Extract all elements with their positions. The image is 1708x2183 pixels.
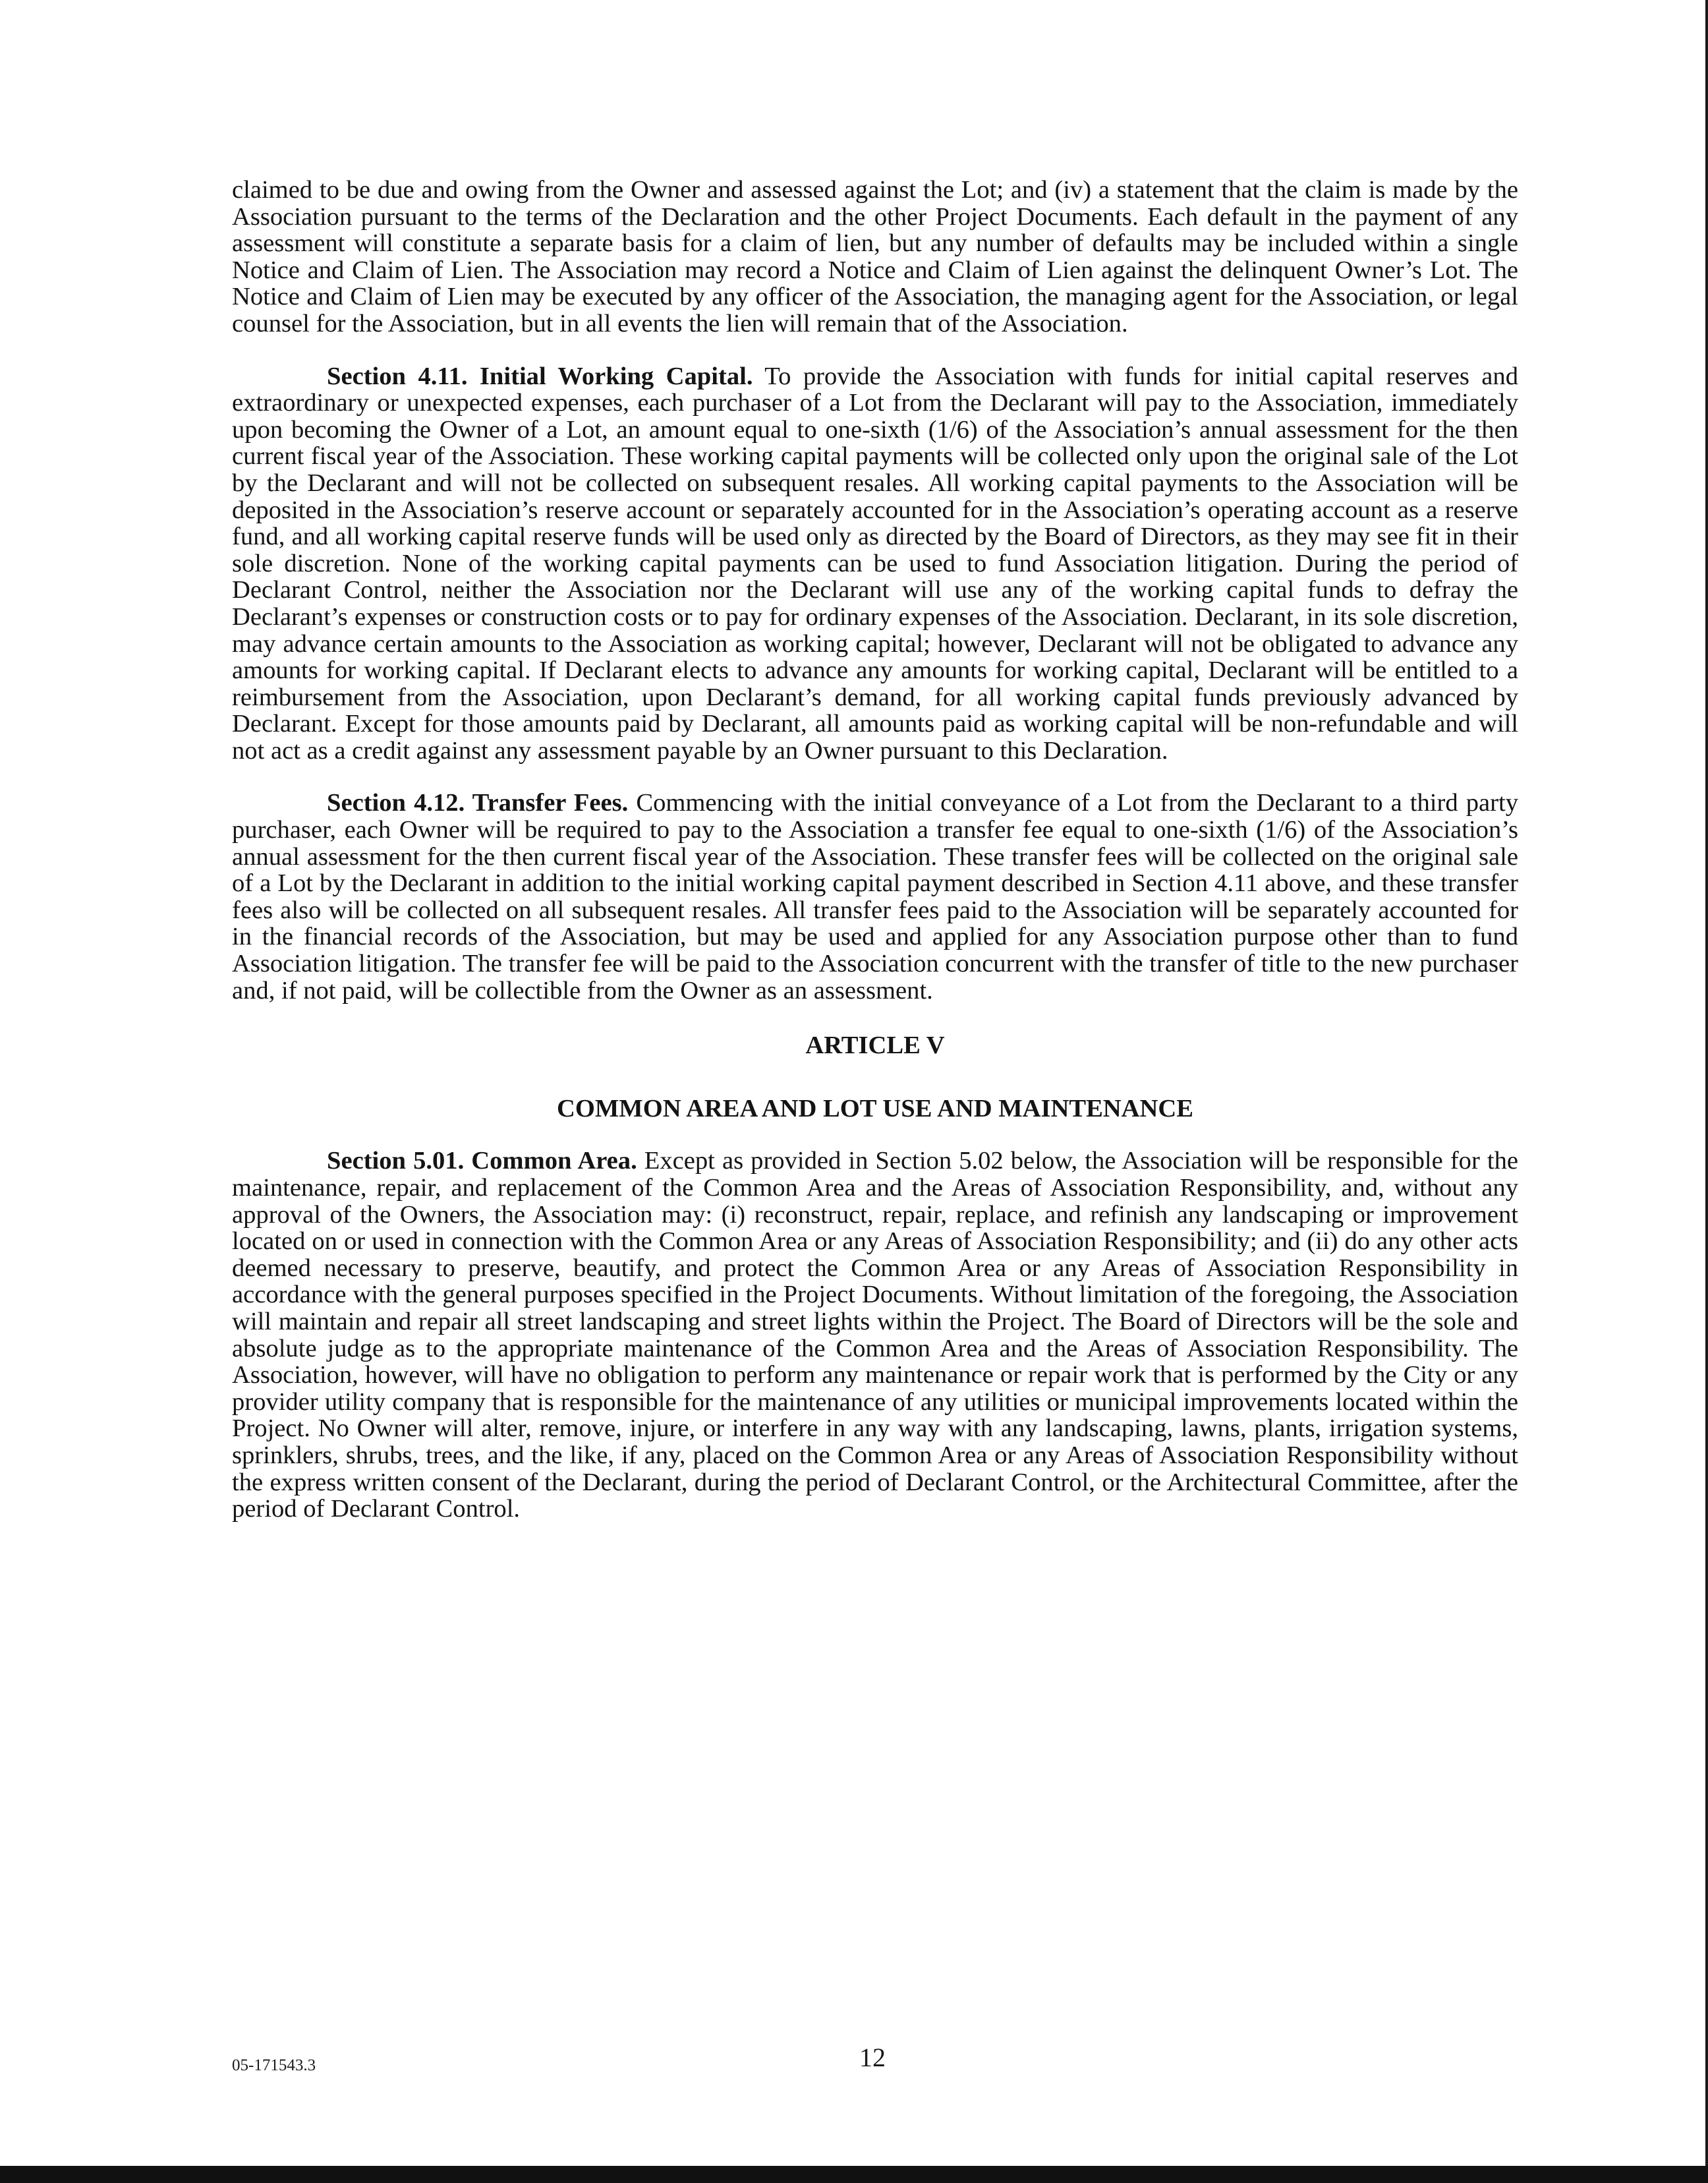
section-4-11-paragraph bbox=[232, 363, 1518, 765]
article-heading: ARTICLE V bbox=[805, 1032, 945, 1060]
section-4-11-body: To provide the Association with funds for initial capital reserves and extraordinary or unexpected expenses, each purchaser of a Lot from the Declarant will pay to the Association, immediately upon becoming the Owner of a Lot, an amount equal to one-sixth (1/6) of the Association’s annual assessment for the then current fiscal year of the Association. These working capital payments will be collected only upon the original sale of the Lot by the Declarant and will not be collected on subsequent resales. All working capital payments to the Association will be deposited in the Association’s reserve account or separately accounted for in the Association’s operating account as a reserve fund, and all working capital reserve funds will be used only as directed by the Board of Directors, as they may see fit in their sole discretion. None of the working capital payments can be used to fund Association litigation. During the period of Declarant Control, neither the Association nor the Declarant will use any of the working capital funds to defray the Declarant’s expenses or construction costs or to pay for ordinary expenses of the Association. Declarant, in its sole discretion, may advance certain amounts to the Association as working capital; however, Declarant will not be obligated to advance any amounts for working capital. If Declarant elects to advance any amounts for working capital, Declarant will be entitled to a reimbursement from the Association, upon Declarant’s demand, for all working capital funds previously advanced by Declarant. Except for those amounts paid by Declarant, all amounts paid as working capital will be non-refundable and will not act as a credit against any assessment payable by an Owner pursuant to this Declaration. bbox=[232, 362, 1519, 765]
section-5-01-paragraph bbox=[232, 1148, 1518, 1522]
section-4-12-paragraph bbox=[232, 790, 1518, 1004]
opening-paragraph bbox=[232, 177, 1518, 337]
scan-right-edge bbox=[1705, 0, 1708, 2183]
section-5-01-body: Except as provided in Section 5.02 below, the Association will be responsible for the maintenance, repair, and replacement of the Common Area and the Areas of Association Responsibility, and, without any approval of the Owners, the Association may: (i) reconstruct, repair, replace, and refinish any landscaping or improvement located on or used in connection with the Common Area or any Areas of Association Responsibility; and (ii) do any other acts deemed necessary to preserve, beautify, and protect the Common Area or any Areas of Association Responsibility in accordance with the general purposes specified in the Project Documents. Without limitation of the foregoing, the Association will maintain and repair all street landscaping and street lights within the Project. The Board of Directors will be the sole and absolute judge as to the appropriate maintenance of the Common Area and the Areas of Association Responsibility. The Association, however, will have no obligation to perform any maintenance or repair work that is performed by the City or any provider utility company that is responsible for the maintenance of any utilities or municipal improvements located within the Project. No Owner will alter, remove, injure, or interfere in any way with any landscaping, lawns, plants, irrigation systems, sprinklers, shrubs, trees, and the like, if any, placed on the Common Area or any Areas of Association Responsibility without the express written consent of the Declarant, during the period of Declarant Control, or the Architectural Committee, after the period of Declarant Control. bbox=[232, 1147, 1518, 1523]
section-4-12-body: Commencing with the initial conveyance of a Lot from the Declarant to a third party purchaser, each Owner will be required to pay to the Association a transfer fee equal to one-sixth (1/6) of the Association’s annual assessment for the then current fiscal year of the Association. These transfer fees will be collected on the original sale of a Lot by the Declarant in addition to the initial working capital payment described in Section 4.11 above, and these transfer fees also will be collected on all subsequent resales. All transfer fees paid to the Association will be separately accounted for in the financial records of the Association, but may be used and applied for any Association purpose other than to fund Association litigation. The transfer fee will be paid to the Association concurrent with the transfer of title to the new purchaser and, if not paid, will be collectible from the Owner as an assessment. bbox=[232, 789, 1518, 1004]
article-title: COMMON AREA AND LOT USE AND MAINTENANCE bbox=[557, 1094, 1193, 1122]
section-4-11-title: Section 4.11. Initial Working Capital. bbox=[327, 362, 753, 390]
page-number: 12 bbox=[859, 2043, 886, 2072]
document-code: 05-171543.3 bbox=[232, 2056, 316, 2074]
section-5-01-title: Section 5.01. Common Area. bbox=[327, 1147, 637, 1175]
section-4-12-title: Section 4.12. Transfer Fees. bbox=[327, 789, 629, 817]
document-body bbox=[232, 177, 1518, 1523]
scan-bottom-edge bbox=[0, 2166, 1708, 2183]
opening-paragraph-text: claimed to be due and owing from the Owner and assessed against the Lot; and (iv) a statement that the claim is made by the Association pursuant to the terms of the Declaration and the other Project Documents. Each default in the payment of any assessment will constitute a separate basis for a claim of lien, but any number of defaults may be included within a single Notice and Claim of Lien. The Association may record a Notice and Claim of Lien against the delinquent Owner’s Lot. The Notice and Claim of Lien may be executed by any officer of the Association, the managing agent for the Association, or legal counsel for the Association, but in all events the lien will remain that of the Association. bbox=[232, 176, 1518, 337]
